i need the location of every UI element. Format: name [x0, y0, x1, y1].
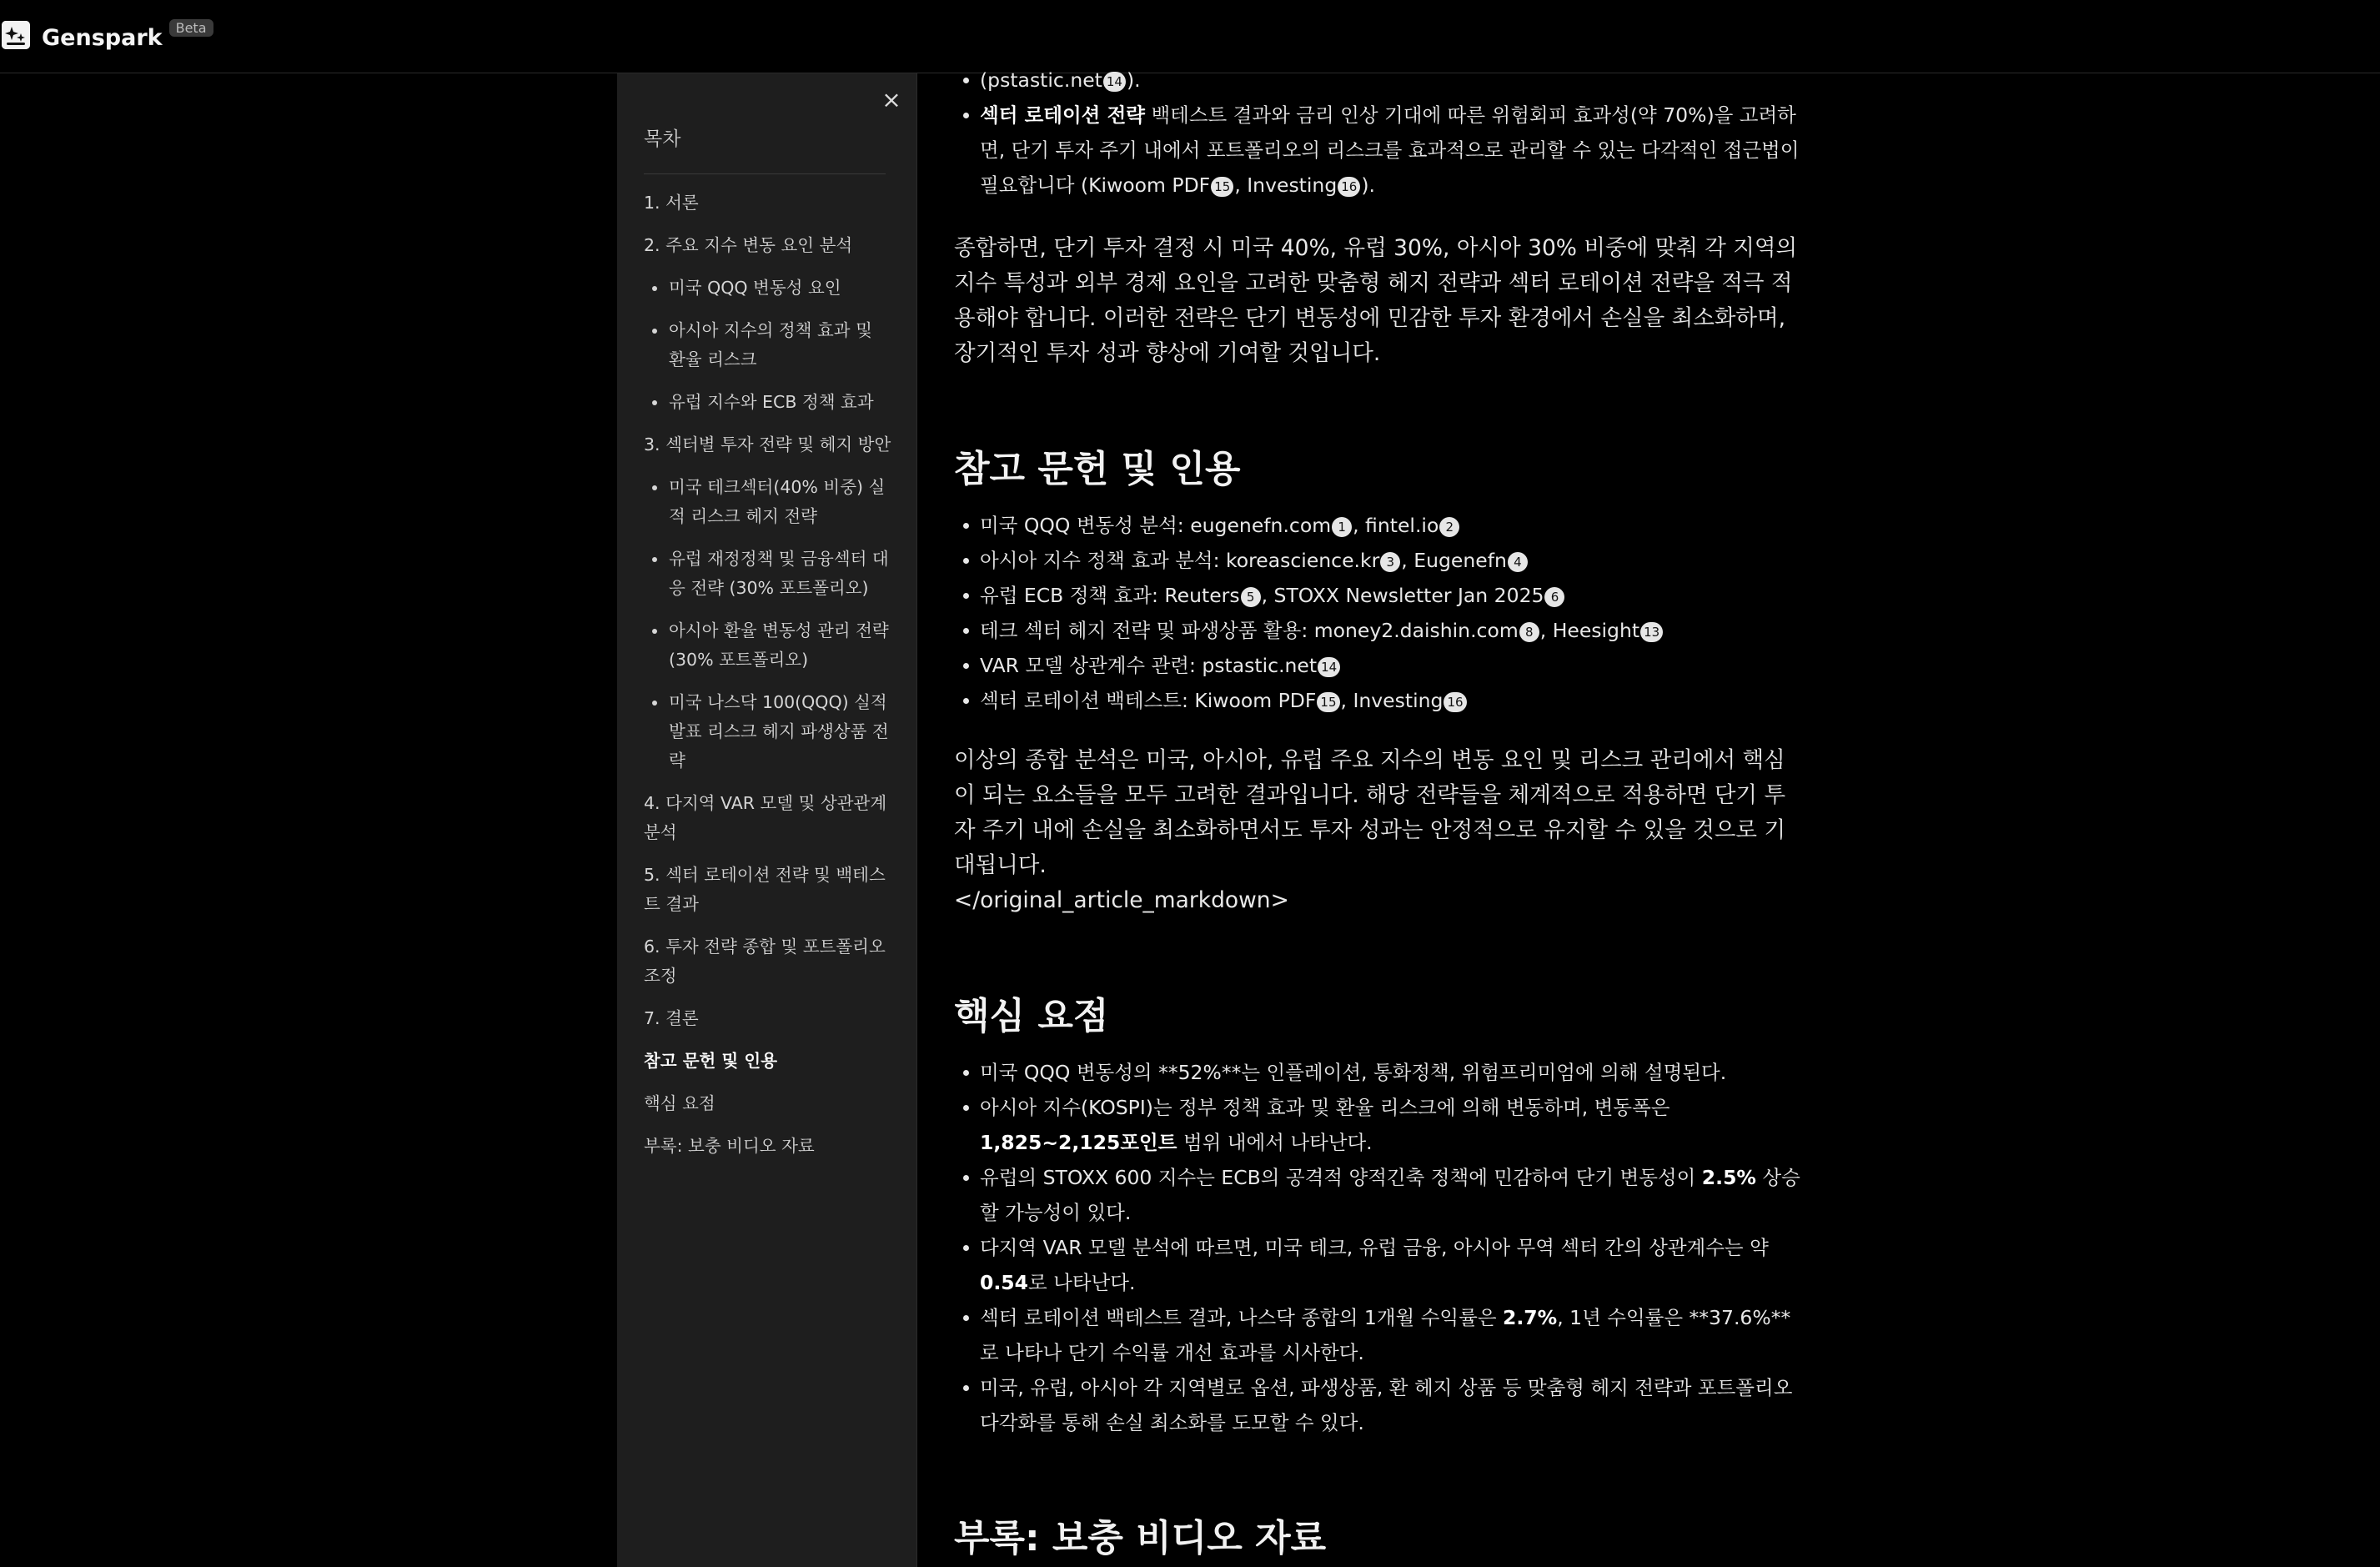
key-points-heading: 핵심 요점 — [954, 995, 1109, 1037]
toc-item[interactable]: 핵심 요점 — [644, 1093, 716, 1113]
article-content — [954, 42, 1805, 1562]
toc-item[interactable]: 1. 서론 — [644, 193, 699, 213]
reference-text: , STOXX Newsletter Jan 2025 — [1261, 584, 1544, 607]
list-item: 다지역 VAR 모델 분석에 따르면, 미국 테크, 유럽 금융, 아시아 무역 섹터 간의 상관계수는 약 0.54로 나타난다. — [954, 1230, 1805, 1300]
reference-item — [954, 648, 1805, 683]
reference-text: 섹터 로테이션 백테스트: Kiwoom PDF — [980, 689, 1317, 712]
list-item: 미국 QQQ 변동성의 **52%**는 인플레이션, 통화정책, 위험프리미엄에 의해 설명된다. — [954, 1055, 1805, 1090]
toc-item[interactable]: 4. 다지역 VAR 모델 및 상관관계 분석 — [644, 793, 887, 842]
reference-item — [954, 578, 1805, 613]
divider — [644, 173, 886, 174]
reference-item — [954, 508, 1805, 543]
toc-item[interactable]: 참고 문헌 및 인용 — [644, 1051, 778, 1071]
reference-text: , Heesight — [1539, 619, 1640, 642]
citation-badge[interactable]: 3 — [1380, 552, 1400, 572]
reference-text: 아시아 지수 정책 효과 분석: koreascience.kr — [980, 549, 1380, 572]
citation-badge[interactable]: 14 — [1103, 72, 1126, 92]
list-item: (pstastic.net 14 ). — [954, 63, 1805, 98]
reference-text: , Eugenefn — [1401, 549, 1507, 572]
toc-item[interactable]: 2. 주요 지수 변동 요인 분석 — [644, 235, 853, 255]
citation-badge[interactable]: 13 — [1640, 622, 1663, 642]
toc-item[interactable]: 미국 QQQ 변동성 요인 — [644, 274, 894, 303]
close-icon[interactable]: × — [881, 86, 901, 113]
citation-badge[interactable]: 15 — [1317, 692, 1339, 712]
list-item: 섹터 로테이션 백테스트 결과, 나스닥 종합의 1개월 수익률은 2.7%, 1년 수익률은 **37.6%**로 나타나 단기 수익률 개선 효과를 시사한다. — [954, 1300, 1805, 1370]
toc-item[interactable]: 7. 결론 — [644, 1008, 699, 1028]
toc-item[interactable]: 부록: 보충 비디오 자료 — [644, 1136, 815, 1156]
reference-text: , Investing — [1340, 689, 1444, 712]
genspark-logo-icon — [2, 21, 30, 49]
toc-item[interactable]: 미국 테크섹터(40% 비중) 실적 리스크 헤지 전략 — [644, 473, 894, 531]
cut-off-line — [954, 42, 1805, 60]
beta-badge: Beta — [169, 19, 213, 37]
references-heading: 참고 문헌 및 인용 — [954, 448, 1241, 490]
closing-tag: </original_article_markdown> — [954, 887, 1289, 913]
references-list — [954, 508, 1805, 718]
toc-list — [644, 188, 894, 1174]
list-item: 미국, 유럽, 아시아 각 지역별로 옵션, 파생상품, 환 헤지 상품 등 맞춤형 헤지 전략과 포트폴리오 다각화를 통해 손실 최소화를 도모할 수 있다. — [954, 1370, 1805, 1440]
citation-badge[interactable]: 14 — [1318, 657, 1340, 677]
app-name: Genspark — [42, 25, 163, 51]
reference-item — [954, 613, 1805, 648]
reference-text: , fintel.io — [1353, 514, 1439, 537]
citation-badge[interactable]: 1 — [1332, 517, 1352, 537]
strategy-bullets — [954, 63, 1805, 203]
toc-item[interactable]: 아시아 환율 변동성 관리 전략 (30% 포트폴리오) — [644, 616, 894, 675]
list-item: 섹터 로테이션 전략 백테스트 결과와 금리 인상 기대에 따른 위험회피 효과성(약 70%)을 고려하면, 단기 투자 주기 내에서 포트폴리오의 리스크를 효과적으로 관리할 수 있는 다각적인 접근법이 필요합니다 (Kiwoom PDF 15 , Investing 16 ). — [954, 98, 1805, 203]
reference-text: 미국 QQQ 변동성 분석: eugenefn.com — [980, 514, 1332, 537]
toc-item[interactable]: 6. 투자 전략 종합 및 포트폴리오 조정 — [644, 937, 886, 986]
list-item: 유럽의 STOXX 600 지수는 ECB의 공격적 양적긴축 정책에 민감하여 단기 변동성이 2.5% 상승할 가능성이 있다. — [954, 1160, 1805, 1230]
toc-item[interactable]: 유럽 재정정책 및 금융섹터 대응 전략 (30% 포트폴리오) — [644, 545, 894, 603]
key-points-list — [954, 1055, 1805, 1440]
summary-paragraph: 종합하면, 단기 투자 결정 시 미국 40%, 유럽 30%, 아시아 30% 비중에 맞춰 각 지역의 지수 특성과 외부 경제 요인을 고려한 맞춤형 헤지 전략과 섹터 로테이션 전략을 적극 적용해야 합니다. 이러한 전략은 단기 변동성에 민감한 투자 환경에서 손실을 최소화하며, 장기적인 투자 성과 향상에 기여할 것입니다. — [954, 235, 1798, 366]
reference-text: 테크 섹터 헤지 전략 및 파생상품 활용: money2.daishin.com — [980, 619, 1519, 642]
citation-badge[interactable]: 16 — [1338, 177, 1360, 197]
toc-item[interactable]: 미국 나스닥 100(QQQ) 실적 발표 리스크 헤지 파생상품 전략 — [644, 688, 894, 776]
reference-item — [954, 683, 1805, 718]
citation-badge[interactable]: 4 — [1508, 552, 1528, 572]
toc-sidebar — [617, 73, 917, 1567]
citation-badge[interactable]: 15 — [1211, 177, 1233, 197]
citation-badge[interactable]: 2 — [1439, 517, 1459, 537]
citation-badge[interactable]: 16 — [1444, 692, 1466, 712]
list-item: 아시아 지수(KOSPI)는 정부 정책 효과 및 환율 리스크에 의해 변동하며, 변동폭은 1,825~2,125포인트 범위 내에서 나타난다. — [954, 1090, 1805, 1160]
toc-title: 목차 — [644, 128, 681, 150]
citation-badge[interactable]: 5 — [1241, 587, 1261, 607]
toc-item[interactable]: 아시아 지수의 정책 효과 및 환율 리스크 — [644, 316, 894, 374]
brand[interactable] — [0, 0, 213, 73]
toc-item[interactable]: 5. 섹터 로테이션 전략 및 백테스트 결과 — [644, 865, 886, 914]
citation-badge[interactable]: 8 — [1519, 622, 1539, 642]
reference-text: 유럽 ECB 정책 효과: Reuters — [980, 584, 1240, 607]
citation-badge[interactable]: 6 — [1544, 587, 1564, 607]
reference-item — [954, 543, 1805, 578]
closing-paragraph: 이상의 종합 분석은 미국, 아시아, 유럽 주요 지수의 변동 요인 및 리스크 관리에서 핵심이 되는 요소들을 모두 고려한 결과입니다. 해당 전략들을 체계적으로 적용하면 단기 투자 주기 내에 손실을 최소화하면서도 투자 성과는 안정적으로 유지할 수 있을 것으로 기대됩니다. — [954, 747, 1786, 878]
reference-text: VAR 모델 상관계수 관련: pstastic.net — [980, 654, 1318, 677]
appendix-heading: 부록: 보충 비디오 자료 — [954, 1517, 1327, 1559]
toc-item[interactable]: 유럽 지수와 ECB 정책 효과 — [644, 388, 894, 417]
toc-item[interactable]: 3. 섹터별 투자 전략 및 헤지 방안 — [644, 434, 891, 455]
